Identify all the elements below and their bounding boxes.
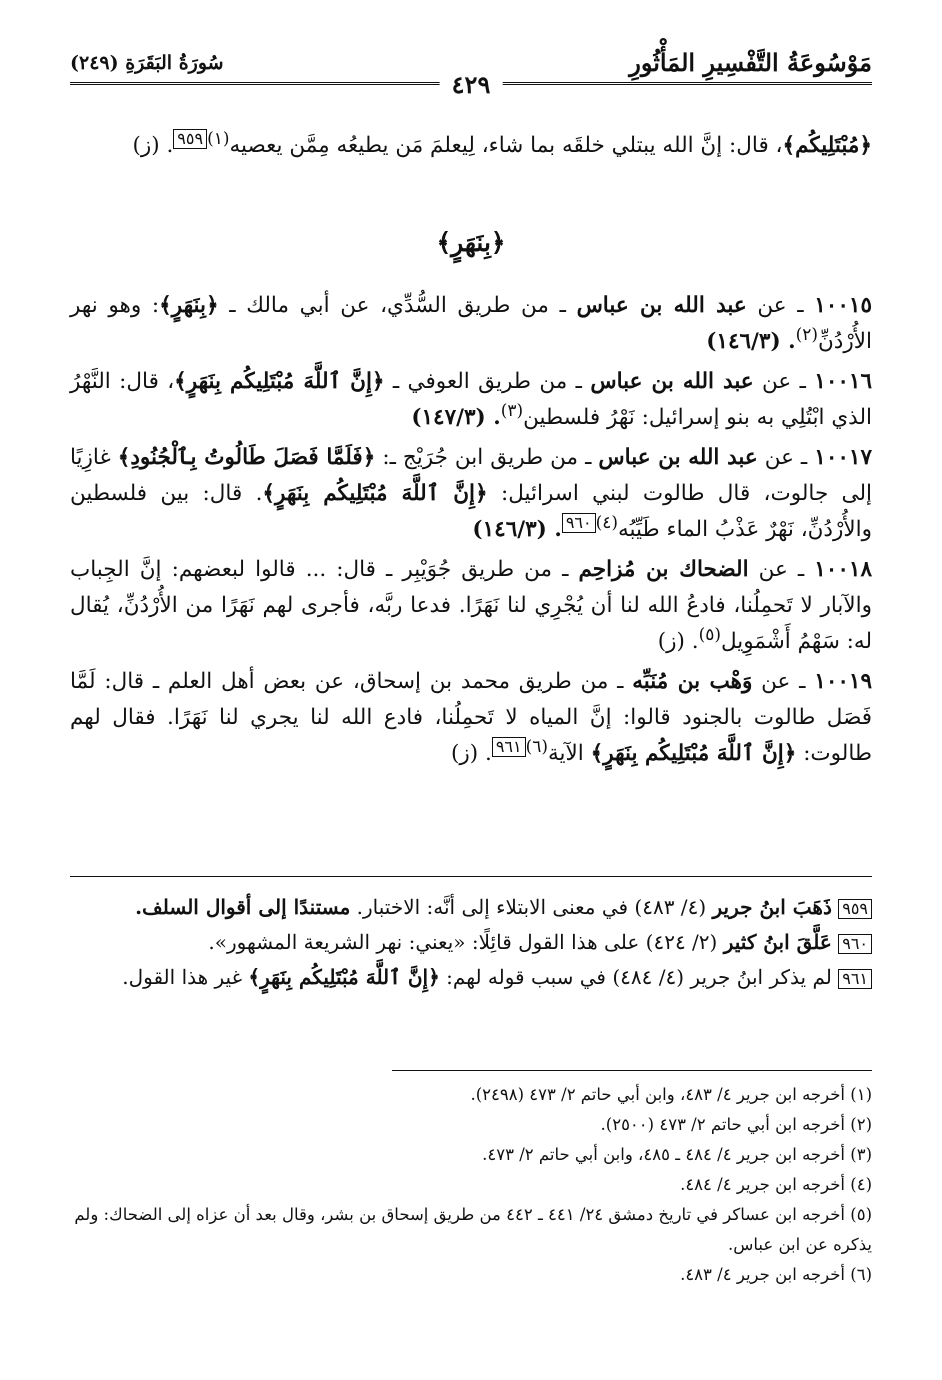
quran-quote: ﴿إِنَّ ٱللَّهَ مُبْتَلِيكُم بِنَهَرٍ﴾ xyxy=(262,481,488,506)
commentary-bold-tail: مستندًا إلى أقوال السلف. xyxy=(135,895,351,919)
commentary-item xyxy=(70,925,872,960)
entry-text: ـ عن xyxy=(753,369,815,394)
volume-ref: . (١٤٦/٣) xyxy=(472,517,562,542)
entry-number: ١٠٠١٩ xyxy=(814,669,873,694)
footnote-marker: (١) xyxy=(207,128,230,149)
footnote-separator xyxy=(392,1070,872,1071)
entry-text: ، قال: النَّهْرُ الذي ابْتُلِي به بنو إسرائيل: نَهْرُ فلسطين xyxy=(70,369,872,430)
entry xyxy=(70,440,872,548)
commentary-item xyxy=(70,960,872,995)
intro-tail: . (ز) xyxy=(132,133,174,158)
footnote-marker: (٤) xyxy=(595,512,619,533)
narrator-name: الضحاك بن مُزاحِم xyxy=(578,557,749,582)
footnote: (٢) أخرجه ابن أبي حاتم ٢/ ٤٧٣ (٢٥٠٠). xyxy=(600,1115,872,1134)
footnote: (٤) أخرجه ابن جرير ٤/ ٤٨٤. xyxy=(680,1175,872,1194)
footnote-marker: (٥) xyxy=(698,624,721,645)
commentary-text: (٤/ ٤٨٤) في سبب قوله لهم: xyxy=(439,965,691,989)
entry-number: ١٠٠١٨ xyxy=(814,557,872,582)
quran-quote: ﴿إِنَّ ٱللَّهَ مُبْتَلِيكُم بِنَهَرٍ﴾ xyxy=(248,965,440,989)
footnote: (١) أخرجه ابن جرير ٤/ ٤٨٣، وابن أبي حاتم ٢/ ٤٧٣ (٢٤٩٨). xyxy=(470,1085,872,1104)
entry-text: ـ عن xyxy=(757,445,815,470)
section-title: ﴿بِنَهَرٍ﴾ xyxy=(436,228,506,257)
quran-quote: ﴿إِنَّ ٱللَّهَ مُبْتَلِيكُم بِنَهَرٍ﴾ xyxy=(174,369,385,394)
commentary-text: (٤/ ٤٨٣) في معنى الابتلاء إلى أنَّه: الاختبار. xyxy=(350,895,713,919)
entries-block xyxy=(70,288,872,772)
book-title: مَوْسُوعَةُ التَّفْسِيرِ المَأْثُورِ xyxy=(629,48,872,77)
commentary-ref-box[interactable]: ٩٥٩ xyxy=(173,129,207,149)
entry-text: ـ من طريق جُوَيْبِر ـ قال: ... قالوا لبعضهم: إنَّ الجِباب والآبار لا تَحمِلُنا، فادعُ الله لنا أن يُجْرِي لنا نَهَرًا. فدعا ربَّه، فأجرى لهم نَهَرًا من الأُرْدُنِّ، يُقال له: سَهْمُ أَشْمَوِيل xyxy=(70,557,872,654)
quran-quote: ﴿إِنَّ ٱللَّهَ مُبْتَلِيكُم بِنَهَرٍ﴾ xyxy=(590,741,797,766)
narrator-name: عبد الله بن عباس xyxy=(598,445,758,470)
commentary-block xyxy=(70,890,872,995)
entry-number: ١٠٠١٧ xyxy=(814,445,873,470)
narrator-name: عبد الله بن عباس xyxy=(576,293,747,318)
entry xyxy=(70,552,872,660)
volume-ref: . (١٤٦/٣) xyxy=(706,329,796,354)
entry-text: : وهو نهر الأُرْدُنِّ xyxy=(70,293,872,354)
entry-text: ـ عن xyxy=(752,669,815,694)
commentary-item xyxy=(70,890,872,925)
commentary-separator xyxy=(70,876,872,877)
entry-text: الآية xyxy=(548,741,591,766)
entry-text: ـ عن xyxy=(748,557,815,582)
footnote: (٥) أخرجه ابن عساكر في تاريخ دمشق ٢٤/ ٤٤١ ـ ٤٤٢ من طريق إسحاق بن بشر، وقال بعد أن عزاه إلى الضحاك: ولم يذكره عن ابن عباس. xyxy=(74,1205,872,1254)
volume-ref: . (١٤٧/٣) xyxy=(411,405,501,430)
footnote-marker: (٢) xyxy=(795,324,819,345)
commentary-ref-box[interactable]: ٩٦١ xyxy=(492,737,526,757)
footnote: (٣) أخرجه ابن جرير ٤/ ٤٨٤ ـ ٤٨٥، وابن أبي حاتم ٢/ ٤٧٣. xyxy=(482,1145,872,1164)
entry-text: ـ من طريق السُّدِّي، عن أبي مالك ـ xyxy=(218,293,577,318)
entry xyxy=(70,364,872,436)
intro-paragraph xyxy=(70,128,872,164)
footnotes-block xyxy=(70,1080,872,1290)
commentary-text: (٢/ ٤٢٤) على هذا القول قائِلًا: «يعني: نهر الشريعة المشهور». xyxy=(208,930,724,954)
page-header xyxy=(70,46,872,99)
volume-ref: . (ز) xyxy=(451,741,492,766)
volume-ref: . (ز) xyxy=(657,629,699,654)
commentary-text: لم يذكر ابنُ جرير xyxy=(690,965,832,989)
commentary-number-box: ٩٥٩ xyxy=(838,899,872,919)
entry-text: غازِيًا إلى جالوت، قال طالوت لبني اسرائيل: xyxy=(70,445,873,506)
narrator-name: وَهْب بن مُنَبِّه xyxy=(632,669,753,694)
entry-number: ١٠٠١٥ xyxy=(814,293,872,318)
quran-quote: ﴿مُبْتَلِيكُم﴾ xyxy=(782,133,872,158)
footnote: (٦) أخرجه ابن جرير ٤/ ٤٨٣. xyxy=(680,1265,872,1284)
footnote-marker: (٣) xyxy=(500,400,524,421)
footnote-marker: (٦) xyxy=(525,736,549,757)
commentary-text: غير هذا القول. xyxy=(122,965,249,989)
scholar-name: ذَهَبَ ابنُ جرير xyxy=(712,895,832,919)
commentary-number-box: ٩٦١ xyxy=(838,969,872,989)
quran-quote: ﴿فَلَمَّا فَصَلَ طَالُوتُ بِٱلْجُنُودِ﴾ xyxy=(117,445,376,470)
entry-text: ـ عن xyxy=(746,293,815,318)
entry-text: ـ من طريق العوفي ـ xyxy=(384,369,591,394)
entry-text: ـ من طريق ابن جُرَيْج ـ: xyxy=(375,445,599,470)
narrator-name: عبد الله بن عباس xyxy=(590,369,754,394)
entry-text: ـ من طريق محمد بن إسحاق، عن بعض أهل العلم ـ قال: لَمَّا فَصَل طالوت بالجنود قالوا: إنَّ المياه لا تَحمِلُنا، فادع الله لنا يجري لنا نَهَرًا. فقال لهم طالوت: xyxy=(70,669,872,766)
intro-text: ، قال: إنَّ الله يبتلي خلقَه بما شاء، لِيعلمَ مَن يطيعُه مِمَّن يعصيه xyxy=(229,133,783,158)
commentary-ref-box[interactable]: ٩٦٠ xyxy=(562,513,596,533)
entry xyxy=(70,288,872,360)
quran-quote: ﴿بِنَهَرٍ﴾ xyxy=(159,293,219,318)
page-number: ٤٢٩ xyxy=(440,70,503,99)
scholar-name: عَلَّقَ ابنُ كثير xyxy=(723,930,832,954)
entry-number: ١٠٠١٦ xyxy=(814,369,873,394)
entry xyxy=(70,664,872,772)
entry-text: . قال: بين فلسطين والأُرْدُنِّ، نَهْرٌ عَذْبُ الماء طَيِّبُه xyxy=(70,481,872,542)
commentary-number-box: ٩٦٠ xyxy=(838,934,872,954)
surah-label: سُورَةُ البَقَرَةِ (٢٤٩) xyxy=(70,52,224,74)
